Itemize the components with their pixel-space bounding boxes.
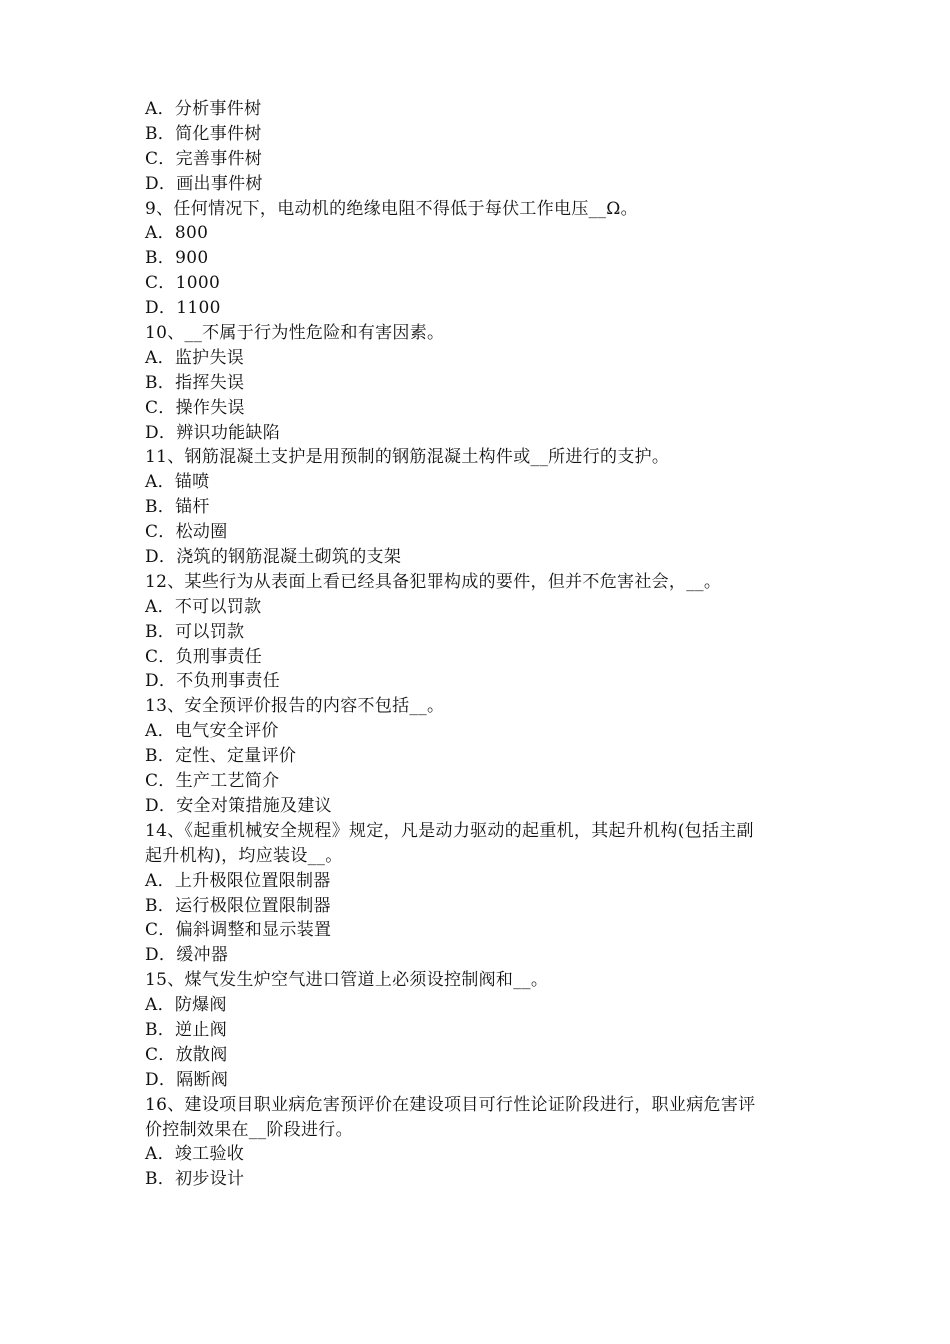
- option-line: A．防爆阀: [145, 995, 227, 1016]
- option-line: B．运行极限位置限制器: [145, 895, 331, 916]
- question-line: 14、《起重机械安全规程》规定，凡是动力驱动的起重机，其起升机构(包括主副: [145, 820, 754, 841]
- option-line: D．安全对策措施及建议: [145, 795, 332, 816]
- option-line: C．放散阀: [145, 1044, 228, 1065]
- option-line: B．初步设计: [145, 1169, 245, 1190]
- question-line: 起升机构)，均应装设__。: [145, 845, 343, 866]
- question-line: 9、任何情况下，电动机的绝缘电阻不得低于每伏工作电压__Ω。: [145, 198, 638, 219]
- option-line: D．画出事件树: [145, 173, 263, 194]
- question-line: 13、安全预评价报告的内容不包括__。: [145, 696, 445, 717]
- question-line: 10、__不属于行为性危险和有害因素。: [145, 323, 445, 344]
- question-line: 11、钢筋混凝土支护是用预制的钢筋混凝土构件或__所进行的支护。: [145, 447, 670, 468]
- question-line: 15、煤气发生炉空气进口管道上必须设控制阀和__。: [145, 970, 549, 991]
- option-line: D．隔断阀: [145, 1069, 229, 1090]
- option-line: A．电气安全评价: [145, 721, 279, 742]
- option-line: C．偏斜调整和显示装置: [145, 920, 332, 941]
- option-line: B．900: [145, 248, 209, 269]
- option-line: D．1100: [145, 298, 221, 319]
- option-line: A．分析事件树: [145, 99, 262, 119]
- option-line: B．逆止阀: [145, 1019, 227, 1040]
- option-line: C．操作失误: [145, 397, 245, 418]
- option-line: C．1000: [145, 273, 221, 294]
- option-line: A．上升极限位置限制器: [145, 870, 331, 891]
- option-line: D．辨识功能缺陷: [145, 422, 281, 443]
- option-line: C．生产工艺简介: [145, 771, 280, 792]
- question-line: 价控制效果在__阶段进行。: [145, 1119, 353, 1140]
- option-line: A．不可以罚款: [145, 596, 262, 617]
- option-line: B．可以罚款: [145, 621, 245, 642]
- option-line: B．定性、定量评价: [145, 746, 297, 767]
- option-line: C．松动圈: [145, 522, 228, 543]
- option-line: B．锚杆: [145, 497, 210, 518]
- question-line: 16、建设项目职业病危害预评价在建设项目可行性论证阶段进行，职业病危害评: [145, 1094, 756, 1115]
- option-line: B．指挥失误: [145, 372, 245, 393]
- option-line: A．锚喷: [145, 472, 210, 493]
- option-line: A．竣工验收: [145, 1144, 245, 1165]
- document-page: [145, 97, 815, 1192]
- option-line: D．缓冲器: [145, 945, 229, 966]
- option-line: C．完善事件树: [145, 148, 263, 169]
- option-line: D．不负刑事责任: [145, 671, 281, 692]
- option-line: D．浇筑的钢筋混凝土砌筑的支架: [145, 547, 402, 568]
- option-line: A．800: [145, 223, 209, 244]
- option-line: A．监护失误: [145, 347, 245, 368]
- option-line: C．负刑事责任: [145, 646, 263, 667]
- option-line: B．简化事件树: [145, 123, 262, 144]
- question-line: 12、某些行为从表面上看已经具备犯罪构成的要件，但并不危害社会，__。: [145, 571, 722, 592]
